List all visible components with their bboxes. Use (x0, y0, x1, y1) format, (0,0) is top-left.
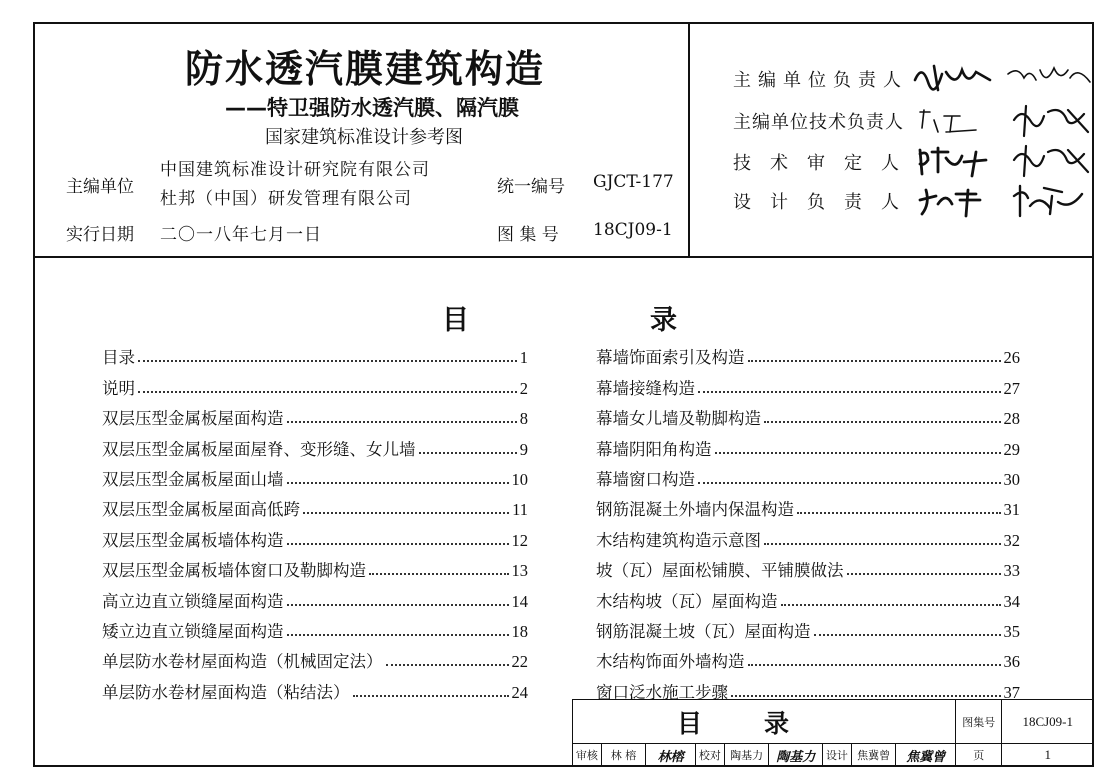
toc-item[interactable]: 单层防水卷材屋面构造（粘结法） 24 (102, 682, 528, 702)
check-signature: 陶基力 (769, 744, 823, 767)
toc-item[interactable]: 目录 1 (102, 348, 528, 368)
toc-item[interactable]: 双层压型金属板屋面高低跨 11 (102, 500, 528, 520)
toc-item[interactable]: 木结构建筑构造示意图 32 (596, 530, 1020, 550)
toc-item[interactable]: 双层压型金属板屋面屋脊、变形缝、女儿墙 9 (102, 439, 528, 459)
date-value: 二〇一八年七月一日 (160, 225, 322, 245)
toc-item[interactable]: 双层压型金属板屋面山墙 10 (102, 469, 528, 489)
toc-item[interactable]: 幕墙阴阳角构造 29 (596, 439, 1020, 459)
toc-left-column (102, 338, 528, 703)
toc-item[interactable]: 双层压型金属板墙体窗口及勒脚构造 13 (102, 561, 528, 581)
header-vertical-divider (688, 22, 690, 257)
title-block-atlas-value: 18CJ09-1 (1002, 700, 1094, 744)
toc-item[interactable]: 矮立边直立锁缝屋面构造 18 (102, 621, 528, 641)
design-signature: 焦冀曾 (896, 744, 955, 767)
toc-item[interactable]: 钢筋混凝土外墙内保温构造 31 (596, 500, 1020, 520)
atlas-type: 国家建筑标准设计参考图 (265, 127, 463, 148)
editor-label: 主编单位 (66, 177, 134, 197)
toc-right-column (596, 338, 1020, 703)
signature-4b (1010, 184, 1086, 218)
toc-item[interactable]: 木结构坡（瓦）屋面构造 34 (596, 591, 1020, 611)
check-name: 陶基力 (724, 744, 769, 767)
header-divider (33, 256, 1094, 258)
title-block-title: 目录 (573, 700, 956, 744)
toc-item[interactable]: 幕墙饰面索引及构造 26 (596, 348, 1020, 368)
review-signature: 林榕 (646, 744, 696, 767)
date-label: 实行日期 (66, 225, 134, 245)
design-name: 焦冀曾 (851, 744, 896, 767)
editor-org-2: 杜邦（中国）研发管理有限公司 (160, 189, 412, 209)
toc-item[interactable]: 木结构饰面外墙构造 36 (596, 652, 1020, 672)
toc-heading-right: 录 (650, 305, 677, 336)
signature-4a (916, 186, 986, 218)
review-label: 审核 (573, 744, 602, 767)
review-name: 林 榕 (601, 744, 645, 767)
check-label: 校对 (695, 744, 724, 767)
title-block (572, 699, 1094, 767)
title-block-atlas-label: 图集号 (955, 700, 1002, 744)
toc-item[interactable]: 说明 2 (102, 378, 528, 398)
toc-item[interactable]: 幕墙窗口构造 30 (596, 469, 1020, 489)
atlas-no-label: 图 集 号 (497, 225, 559, 245)
toc-item[interactable]: 单层防水卷材屋面构造（机械固定法） 22 (102, 652, 528, 672)
signature-2a (916, 106, 986, 138)
approval-role-1: 主编单位负责人 (733, 70, 908, 91)
toc-item[interactable]: 幕墙女儿墙及勒脚构造 28 (596, 409, 1020, 429)
approval-role-2: 主编单位技术负责人 (733, 112, 904, 133)
design-label: 设计 (823, 744, 852, 767)
signature-2b (1008, 104, 1092, 138)
page-label: 页 (955, 744, 1002, 767)
editor-org-1: 中国建筑标准设计研究院有限公司 (160, 160, 430, 180)
atlas-subtitle: ——特卫强防水透汽膜、隔汽膜 (225, 96, 519, 120)
atlas-no-value: 18CJ09-1 (593, 220, 673, 240)
unified-no-value: GJCT-177 (593, 172, 674, 192)
signature-1b (1006, 60, 1092, 92)
unified-no-label: 统一编号 (497, 177, 565, 197)
signature-1a (912, 60, 994, 94)
page-value: 1 (1002, 744, 1094, 767)
toc-item[interactable]: 窗口泛水施工步骤 37 (596, 682, 1020, 702)
approval-role-4: 设计负责人 (733, 192, 918, 213)
signature-3a (916, 146, 994, 178)
toc-item[interactable]: 幕墙接缝构造 27 (596, 378, 1020, 398)
toc-item[interactable]: 高立边直立锁缝屋面构造 14 (102, 591, 528, 611)
signature-3b (1008, 144, 1092, 178)
toc-heading-left: 目 (442, 305, 469, 336)
toc-item[interactable]: 坡（瓦）屋面松铺膜、平铺膜做法 33 (596, 561, 1020, 581)
atlas-title: 防水透汽膜建筑构造 (185, 47, 546, 91)
toc-item[interactable]: 双层压型金属板墙体构造 12 (102, 530, 528, 550)
toc-item[interactable]: 双层压型金属板屋面构造 8 (102, 409, 528, 429)
toc-item[interactable]: 钢筋混凝土坡（瓦）屋面构造 35 (596, 621, 1020, 641)
approval-role-3: 技术审定人 (733, 153, 918, 174)
